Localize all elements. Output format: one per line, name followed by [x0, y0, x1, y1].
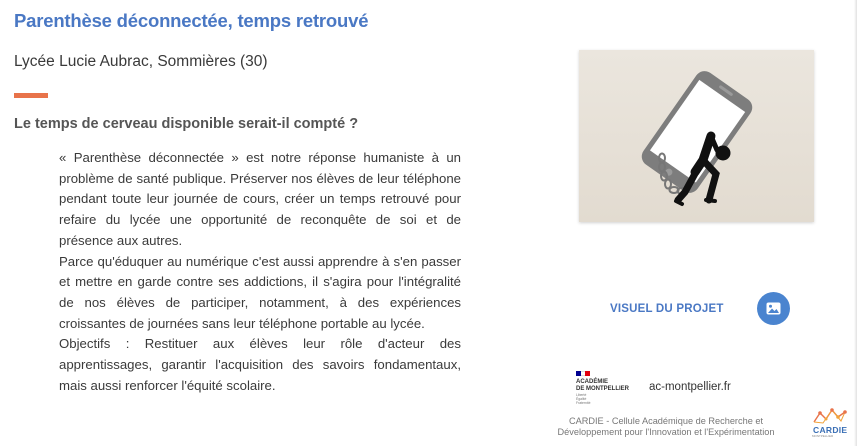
marianne-flag-icon [576, 371, 590, 376]
academie-site-link[interactable]: ac-montpellier.fr [649, 381, 731, 393]
cardie-wordmark: CARDIE [813, 425, 848, 435]
cardie-wordmark-sub: MONTPELLIER [812, 434, 834, 438]
accent-divider [14, 93, 48, 98]
project-visual-image[interactable] [579, 50, 814, 222]
chained-phone-illustration [579, 50, 814, 222]
cardie-network-icon [811, 405, 849, 427]
section-question: Le temps de cerveau disponible serait-il compté ? [14, 116, 359, 132]
academie-name: ACADÉMIE DE MONTPELLIER [576, 379, 630, 392]
page-title: Parenthèse déconnectée, temps retrouvé [14, 10, 369, 31]
cardie-logo[interactable] [811, 405, 849, 439]
republic-motto: Liberté Égalité Fraternité [576, 393, 591, 405]
academie-montpellier-logo[interactable] [576, 371, 632, 407]
description-paragraph: Objectifs : Restituer aux élèves leur rôle d'acteur des apprentissages, garantir l'acquisition des savoirs fondamentaux, mais aussi renforcer l'équité scolaire. [59, 336, 461, 393]
project-description [59, 148, 461, 396]
description-paragraph: Parce qu'éduquer au numérique c'est aussi apprendre à s'en passer et mettre en garde contre ses addictions, il s'agira pour l'intégralité de nos élèves de participer, notamment, à des expériences croissantes de journées sans leur téléphone portable au lycée. [59, 253, 461, 331]
cardie-description: CARDIE - Cellule Académique de Recherche et Développement pour l'Innovation et l'Expérimentation [557, 416, 775, 437]
visual-label[interactable]: VISUEL DU PROJET [610, 302, 724, 315]
school-name: Lycée Lucie Aubrac, Sommières (30) [14, 53, 268, 70]
description-paragraph: « Parenthèse déconnectée » est notre réponse humaniste à un problème de santé publique. Préserver nos élèves de leur téléphone pendant toute leur journée de cours, créer un temps retrouvé pour refaire du lycée une opportunité de reconquête de soi et de présence aux autres. [59, 150, 461, 248]
image-icon-button[interactable] [757, 292, 790, 325]
phone-icon [638, 67, 756, 197]
view-project-visual-link[interactable] [610, 292, 790, 325]
image-icon [766, 302, 781, 315]
